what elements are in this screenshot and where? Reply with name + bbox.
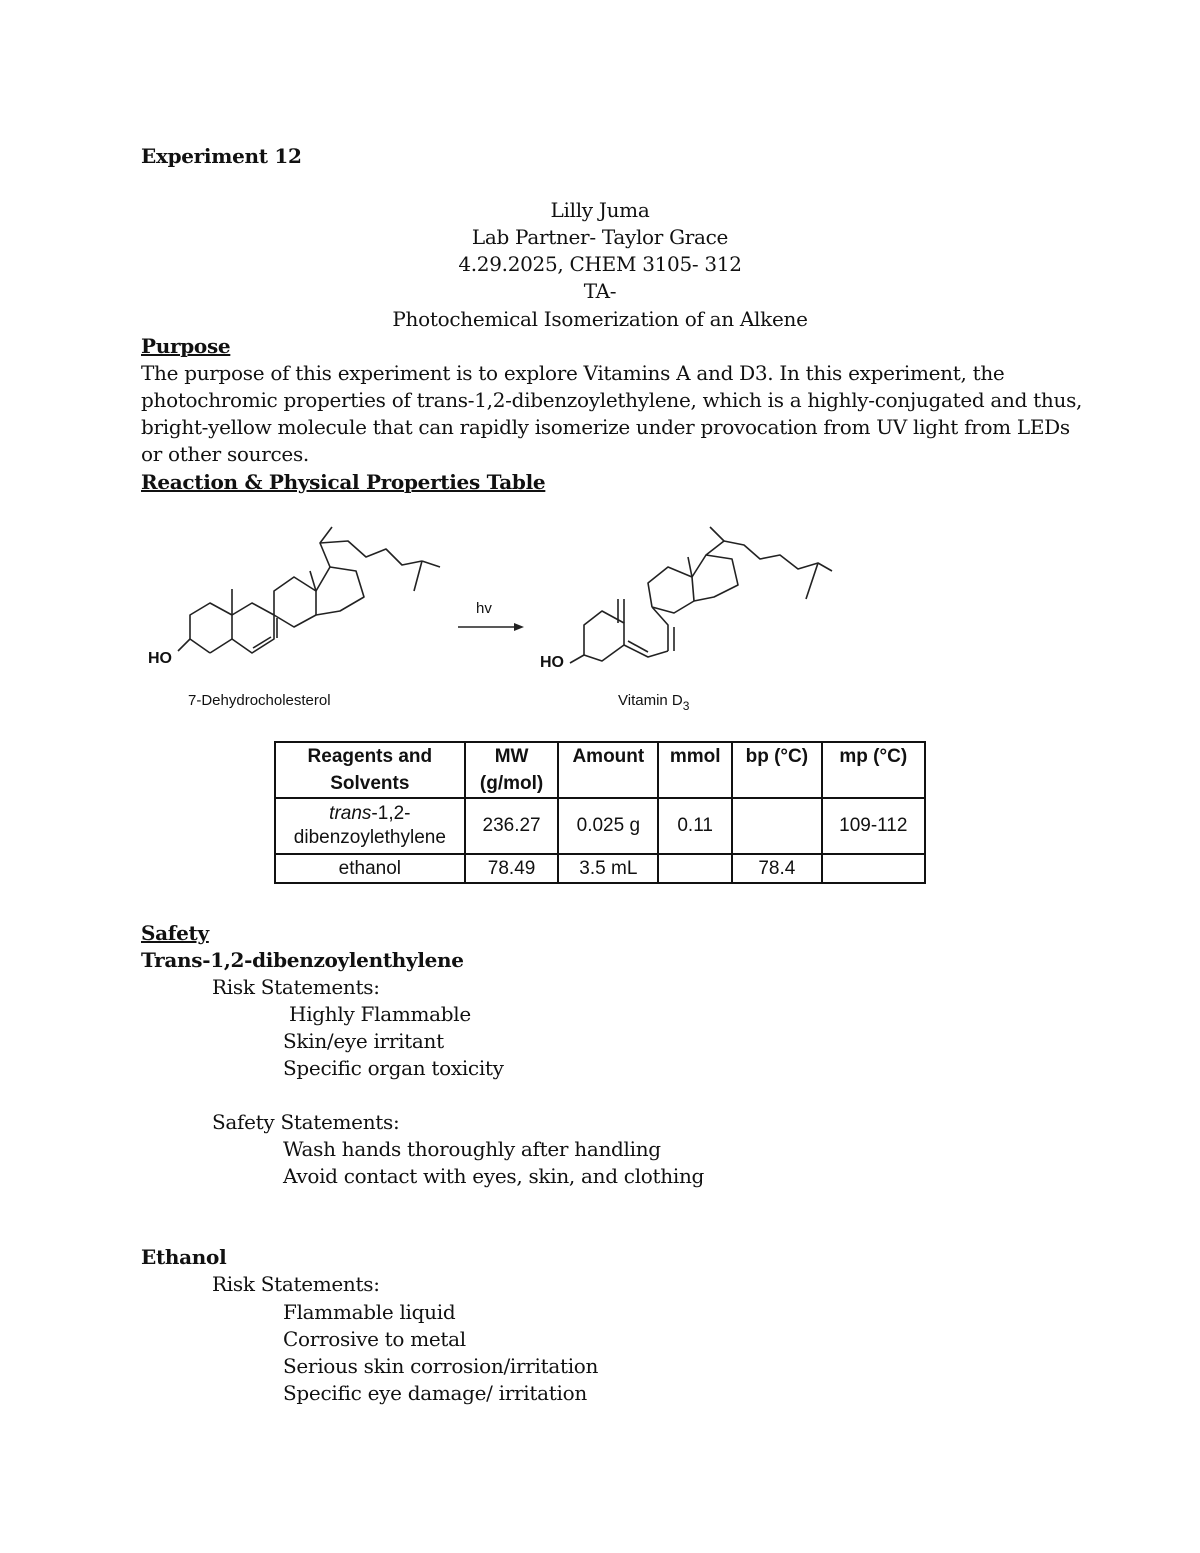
risk-item: Serious skin corrosion/irritation	[283, 1354, 599, 1378]
safety-item: Wash hands thoroughly after handling	[283, 1137, 661, 1161]
reagent-name-cell: ethanol	[275, 854, 465, 883]
amount-cell: 0.025 g	[558, 798, 658, 854]
chemical-name: Ethanol	[141, 1245, 227, 1269]
ho-label: HO	[540, 654, 564, 671]
reaction-arrow	[458, 623, 524, 631]
experiment-title: Experiment 12	[141, 144, 302, 168]
mw-cell: 78.49	[465, 854, 559, 883]
mw-cell: 236.27	[465, 798, 559, 854]
mmol-cell	[658, 854, 732, 883]
column-header: bp (°C)	[732, 742, 822, 798]
teaching-assistant: TA-	[583, 279, 617, 303]
mp-cell	[822, 854, 925, 883]
column-header: Reagents and Solvents	[275, 742, 465, 798]
safety-statements-label: Safety Statements:	[212, 1110, 400, 1134]
risk-item: Highly Flammable	[283, 1002, 471, 1026]
mmol-cell: 0.11	[658, 798, 732, 854]
physical-properties-table	[274, 741, 926, 884]
column-header: mp (°C)	[822, 742, 925, 798]
7-dehydrocholesterol-structure	[178, 527, 440, 653]
risk-item: Specific organ toxicity	[283, 1056, 504, 1080]
vitamin-d3-structure	[570, 527, 832, 663]
risk-item: Skin/eye irritant	[283, 1029, 444, 1053]
reagent-name-cell: trans-1,2-dibenzoylethylene	[275, 798, 465, 854]
condition-label: hv	[476, 600, 492, 617]
column-header: MW (g/mol)	[465, 742, 559, 798]
purpose-line: photochromic properties of trans-1,2-dibenzoylethylene, which is a highly-conjugated and thus,	[141, 388, 1083, 412]
lab-partner: Lab Partner- Taylor Grace	[471, 225, 729, 249]
risk-statements-label: Risk Statements:	[212, 1272, 380, 1296]
purpose-line: or other sources.	[141, 442, 309, 466]
product-label: Vitamin $D_3$	[618, 692, 690, 713]
purpose-heading: Purpose	[141, 334, 231, 358]
risk-statements-label: Risk Statements:	[212, 975, 380, 999]
date-course: 4.29.2025, CHEM 3105- 312	[458, 252, 742, 276]
risk-item: Specific eye damage/ irritation	[283, 1381, 587, 1405]
column-header: mmol	[658, 742, 732, 798]
chemical-name: Trans-1,2-dibenzoylenthylene	[141, 948, 464, 972]
experiment-name: Photochemical Isomerization of an Alkene	[392, 307, 808, 331]
column-header: Amount	[558, 742, 658, 798]
risk-item: Flammable liquid	[283, 1300, 456, 1324]
safety-item: Avoid contact with eyes, skin, and clothing	[283, 1164, 705, 1188]
bp-cell	[732, 798, 822, 854]
bp-cell: 78.4	[732, 854, 822, 883]
purpose-line: The purpose of this experiment is to explore Vitamins A and D3. In this experiment, the	[141, 361, 1005, 385]
mp-cell: 109-112	[822, 798, 925, 854]
author-name: Lilly Juma	[550, 198, 650, 222]
table-row	[275, 798, 925, 854]
purpose-line: bright-yellow molecule that can rapidly isomerize under provocation from UV light from LEDs	[141, 415, 1070, 439]
ho-label: HO	[148, 650, 172, 667]
reaction-scheme	[140, 515, 860, 715]
table-header-row	[275, 742, 925, 798]
table-row	[275, 854, 925, 883]
safety-heading: Safety	[141, 921, 209, 945]
amount-cell: 3.5 mL	[558, 854, 658, 883]
risk-item: Corrosive to metal	[283, 1327, 466, 1351]
reaction-heading: Reaction & Physical Properties Table	[141, 470, 546, 494]
reactant-label: 7-Dehydrocholesterol	[188, 692, 331, 709]
